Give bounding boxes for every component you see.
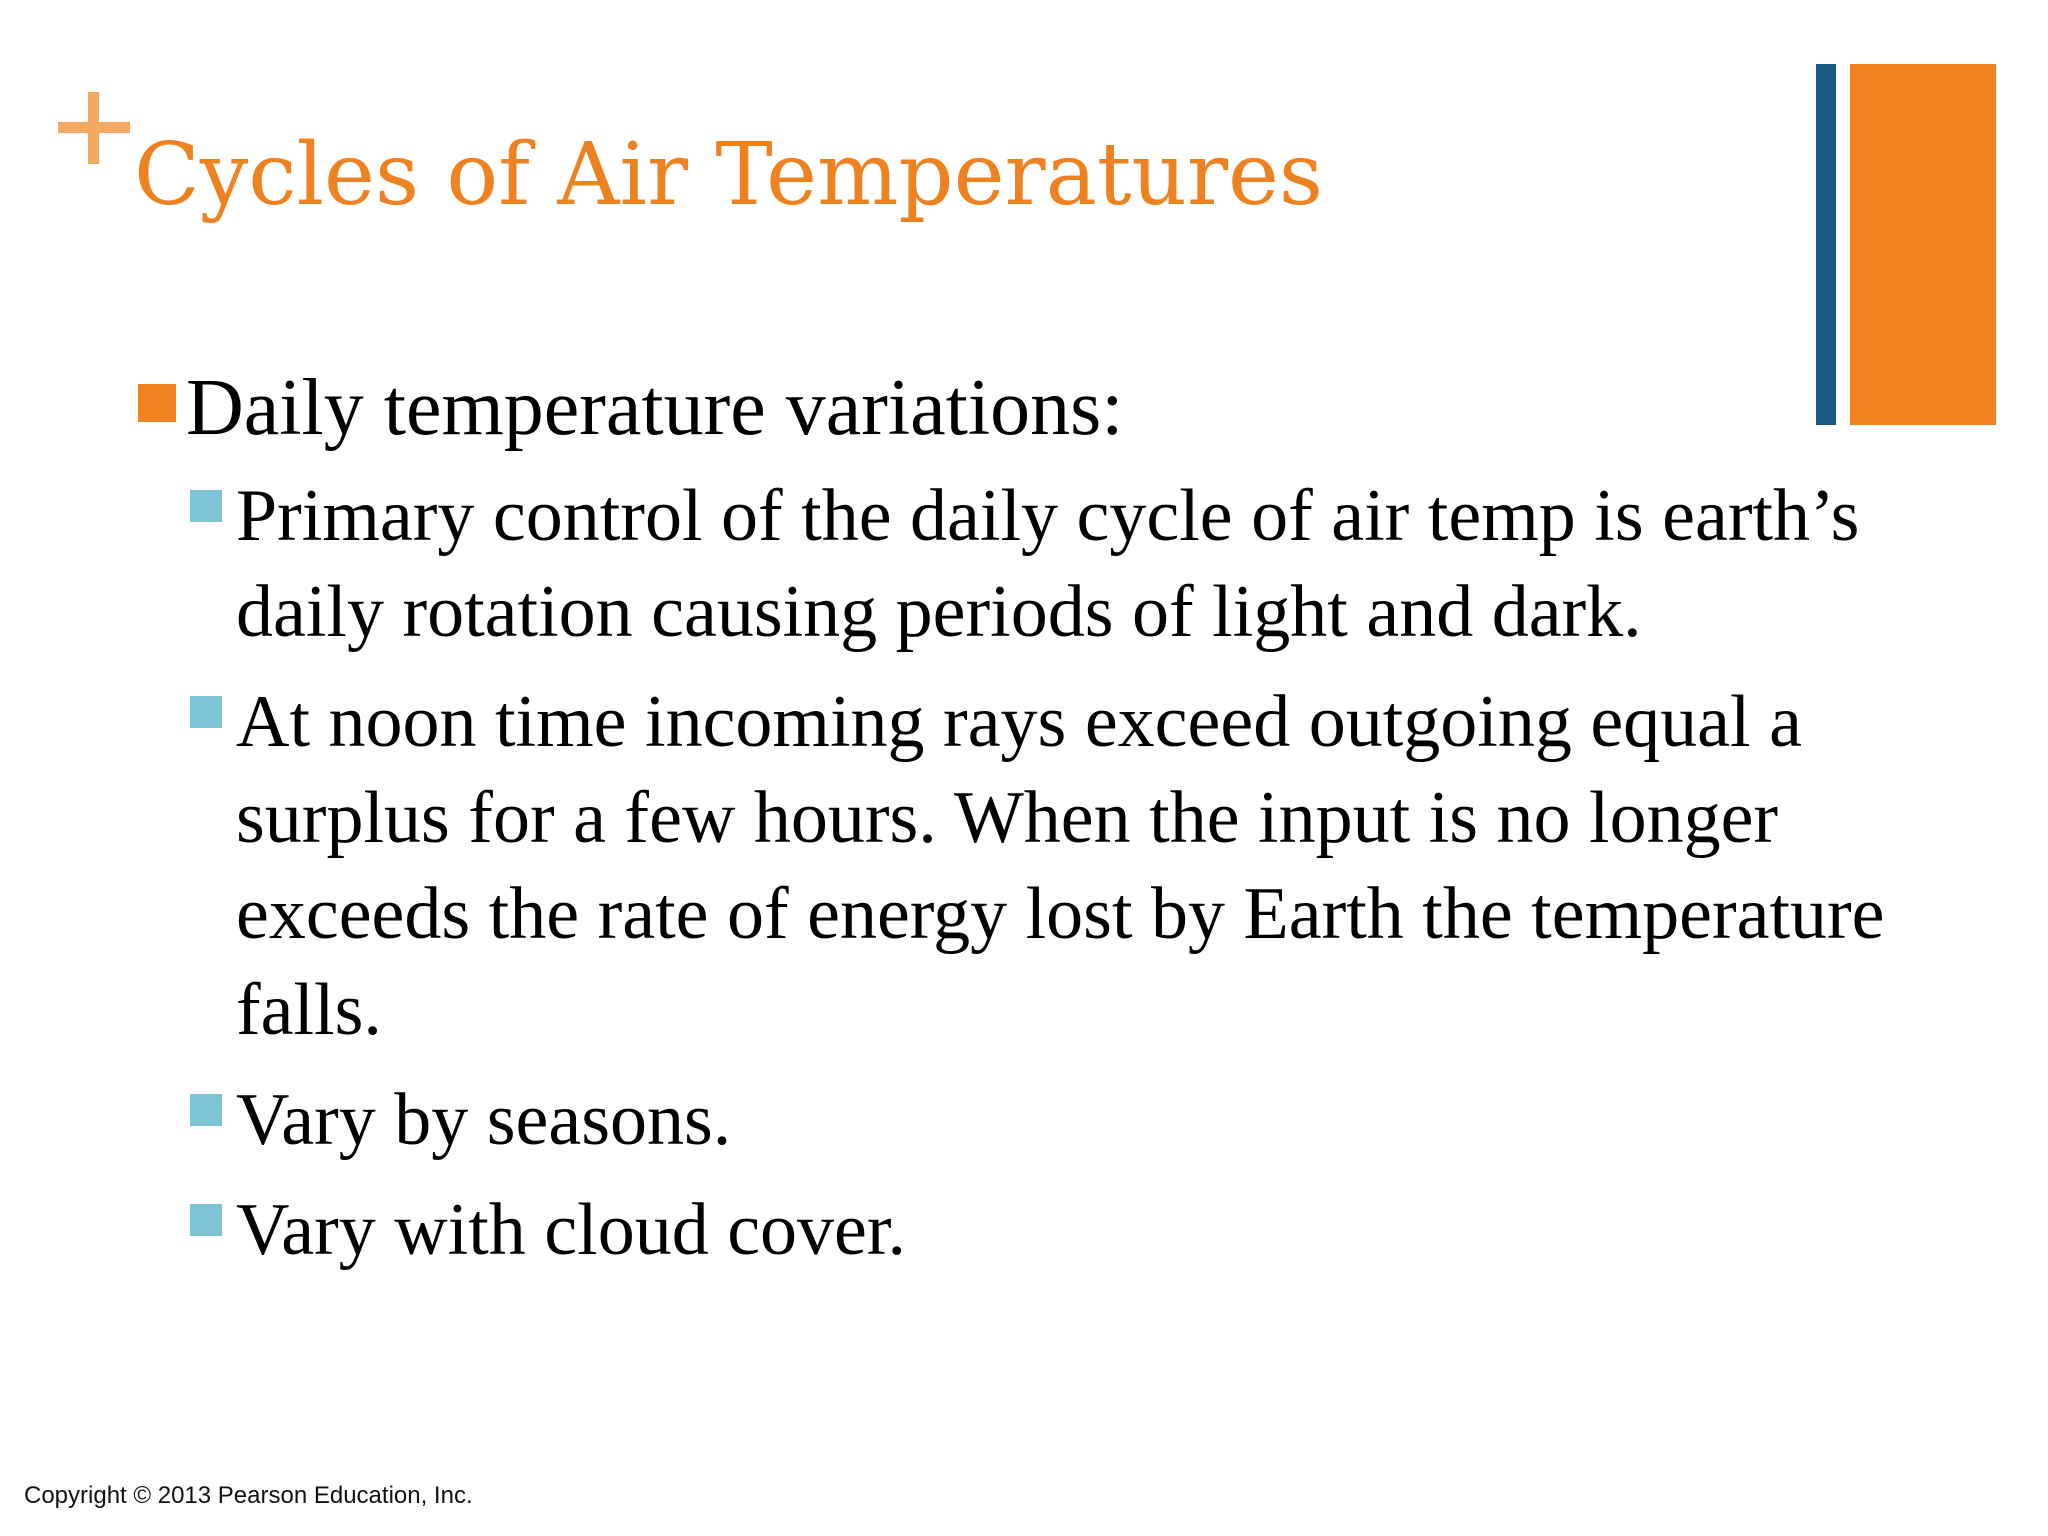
square-bullet-icon (190, 696, 222, 728)
sub-bullet-item (136, 1072, 1966, 1168)
square-bullet-icon (190, 490, 222, 522)
sub-bullet-item (136, 674, 1966, 1058)
main-bullet-point (136, 360, 1956, 456)
sub-bullet-text: Vary with cloud cover. (236, 1189, 906, 1271)
main-bullet-text: Daily temperature variations: (186, 364, 1124, 452)
sub-bullet-list (136, 468, 1956, 1278)
slide-content (136, 360, 1956, 1292)
sub-bullet-item (136, 1182, 1966, 1278)
sub-bullet-text: At noon time incoming rays exceed outgoing equal a surplus for a few hours. When the input is no longer exceeds the rate of energy lost by Earth the temperature falls. (236, 681, 1885, 1051)
square-bullet-icon (138, 384, 176, 422)
sub-bullet-item (136, 468, 1966, 660)
plus-icon (58, 92, 130, 164)
sub-bullet-text: Primary control of the daily cycle of air temp is earth’s daily rotation causing periods of light and dark. (236, 475, 1860, 653)
slide-title: Cycles of Air Temperatures (134, 125, 1323, 225)
square-bullet-icon (190, 1094, 222, 1126)
sub-bullet-text: Vary by seasons. (236, 1079, 732, 1161)
square-bullet-icon (190, 1204, 222, 1236)
copyright-footer: Copyright © 2013 Pearson Education, Inc. (24, 1482, 473, 1509)
